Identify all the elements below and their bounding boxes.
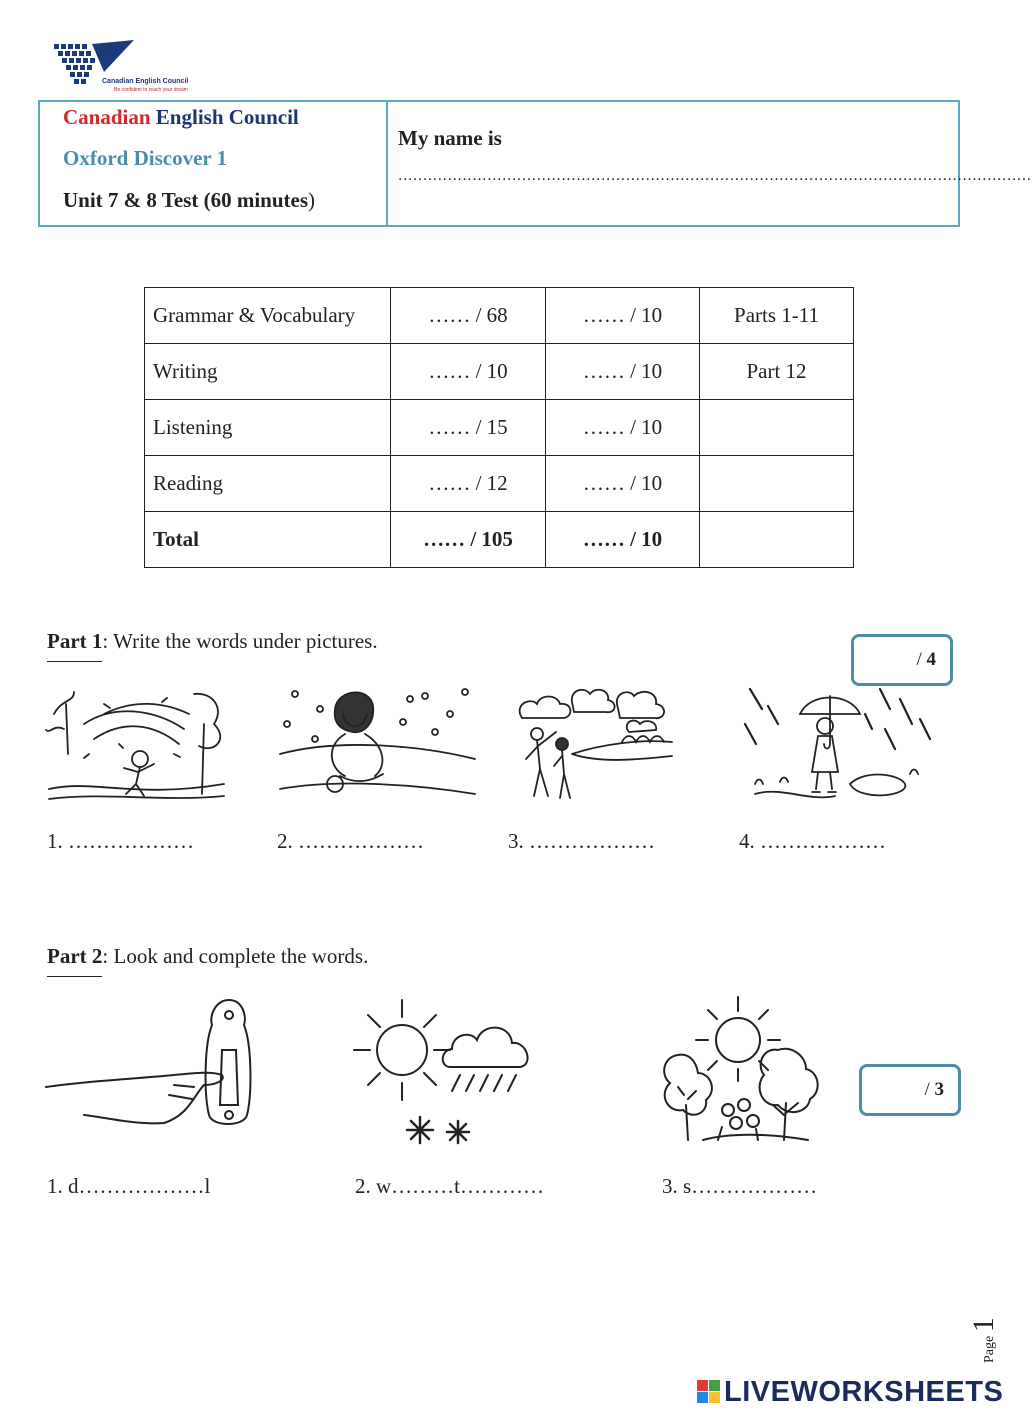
table-row: [145, 288, 854, 344]
skill-cell: Listening: [145, 400, 391, 456]
score-slash: /: [916, 649, 922, 670]
part1-label: Part 1: [47, 629, 102, 662]
scaled-score-cell[interactable]: …… / 10: [546, 512, 700, 568]
part2-answer-1[interactable]: 1. d………………l: [47, 1174, 211, 1198]
part1-answer-4[interactable]: 4. ………………: [739, 829, 886, 853]
school-name-red: Canadian: [63, 105, 151, 129]
parts-cell: [700, 456, 854, 512]
skill-cell: Reading: [145, 456, 391, 512]
test-header: [38, 100, 1032, 227]
score-total: 4: [926, 649, 936, 670]
test-duration: 60 minutes: [210, 188, 309, 212]
part1-instruction: : Write the words under pictures.: [102, 629, 378, 653]
raw-score-cell[interactable]: …… / 105: [391, 512, 546, 568]
skill-cell: Writing: [145, 344, 391, 400]
parts-cell: [700, 400, 854, 456]
raw-score-cell[interactable]: …… / 68: [391, 288, 546, 344]
test-title-c: ): [308, 188, 316, 212]
sunny-picture: [658, 995, 823, 1150]
table-row: [145, 456, 854, 512]
school-name: [63, 105, 299, 130]
part2-label: Part 2: [47, 944, 102, 977]
score-slash: /: [924, 1079, 930, 1100]
test-title-a: Unit 7 & 8 Test (: [63, 188, 211, 212]
raw-score-cell[interactable]: …… / 12: [391, 456, 546, 512]
school-name-rest: English Council: [150, 105, 299, 129]
rainy-picture: [740, 684, 935, 809]
part2-title: [47, 944, 368, 969]
test-title: [63, 188, 315, 213]
part1-answer-1[interactable]: 1. ………………: [47, 829, 194, 853]
footer-brand[interactable]: LIVEWORKSHEETS: [724, 1376, 1004, 1408]
part1-answer-2[interactable]: 2. ………………: [277, 829, 424, 853]
part1-answer-3[interactable]: 3. ………………: [508, 829, 655, 853]
course-info: [40, 102, 388, 225]
logo-brand-text: Canadian English Council: [102, 78, 189, 85]
part1-score-box[interactable]: [851, 634, 953, 686]
skill-cell: Total: [145, 512, 391, 568]
snowy-picture: [275, 684, 480, 804]
cloudy-picture: [512, 684, 677, 809]
windy-picture: [44, 684, 229, 804]
name-label: My name is: [398, 126, 502, 150]
skill-cell: Grammar & Vocabulary: [145, 288, 391, 344]
part1-title: [47, 629, 378, 654]
part2-instruction: : Look and complete the words.: [102, 944, 369, 968]
raw-score-cell[interactable]: …… / 10: [391, 344, 546, 400]
liveworksheets-logo-icon: [697, 1380, 721, 1404]
parts-cell: Parts 1-11: [700, 288, 854, 344]
score-table: [144, 287, 854, 568]
course-title: Oxford Discover 1: [63, 146, 228, 170]
score-total: 3: [934, 1079, 944, 1100]
table-row: [145, 400, 854, 456]
page-number: [962, 1300, 1000, 1363]
table-row: [145, 344, 854, 400]
scaled-score-cell[interactable]: …… / 10: [546, 456, 700, 512]
part2-answer-2[interactable]: 2. w………t…………: [355, 1174, 544, 1198]
doorbell-picture: [44, 995, 259, 1135]
part2-score-box[interactable]: [859, 1064, 961, 1116]
total-row: [145, 512, 854, 568]
scaled-score-cell[interactable]: …… / 10: [546, 288, 700, 344]
weather-picture: [352, 995, 542, 1155]
logo-tagline: Be confident to reach your dream: [114, 87, 188, 93]
parts-cell: Part 12: [700, 344, 854, 400]
scaled-score-cell[interactable]: …… / 10: [546, 344, 700, 400]
scaled-score-cell[interactable]: …… / 10: [546, 400, 700, 456]
raw-score-cell[interactable]: …… / 15: [391, 400, 546, 456]
page-label: Page: [982, 1335, 997, 1363]
name-field[interactable]: ................................................................................................................................: [398, 168, 1032, 184]
parts-cell: [700, 512, 854, 568]
part2-answer-3[interactable]: 3. s………………: [662, 1174, 818, 1198]
page-number-value: 1: [967, 1317, 1000, 1333]
